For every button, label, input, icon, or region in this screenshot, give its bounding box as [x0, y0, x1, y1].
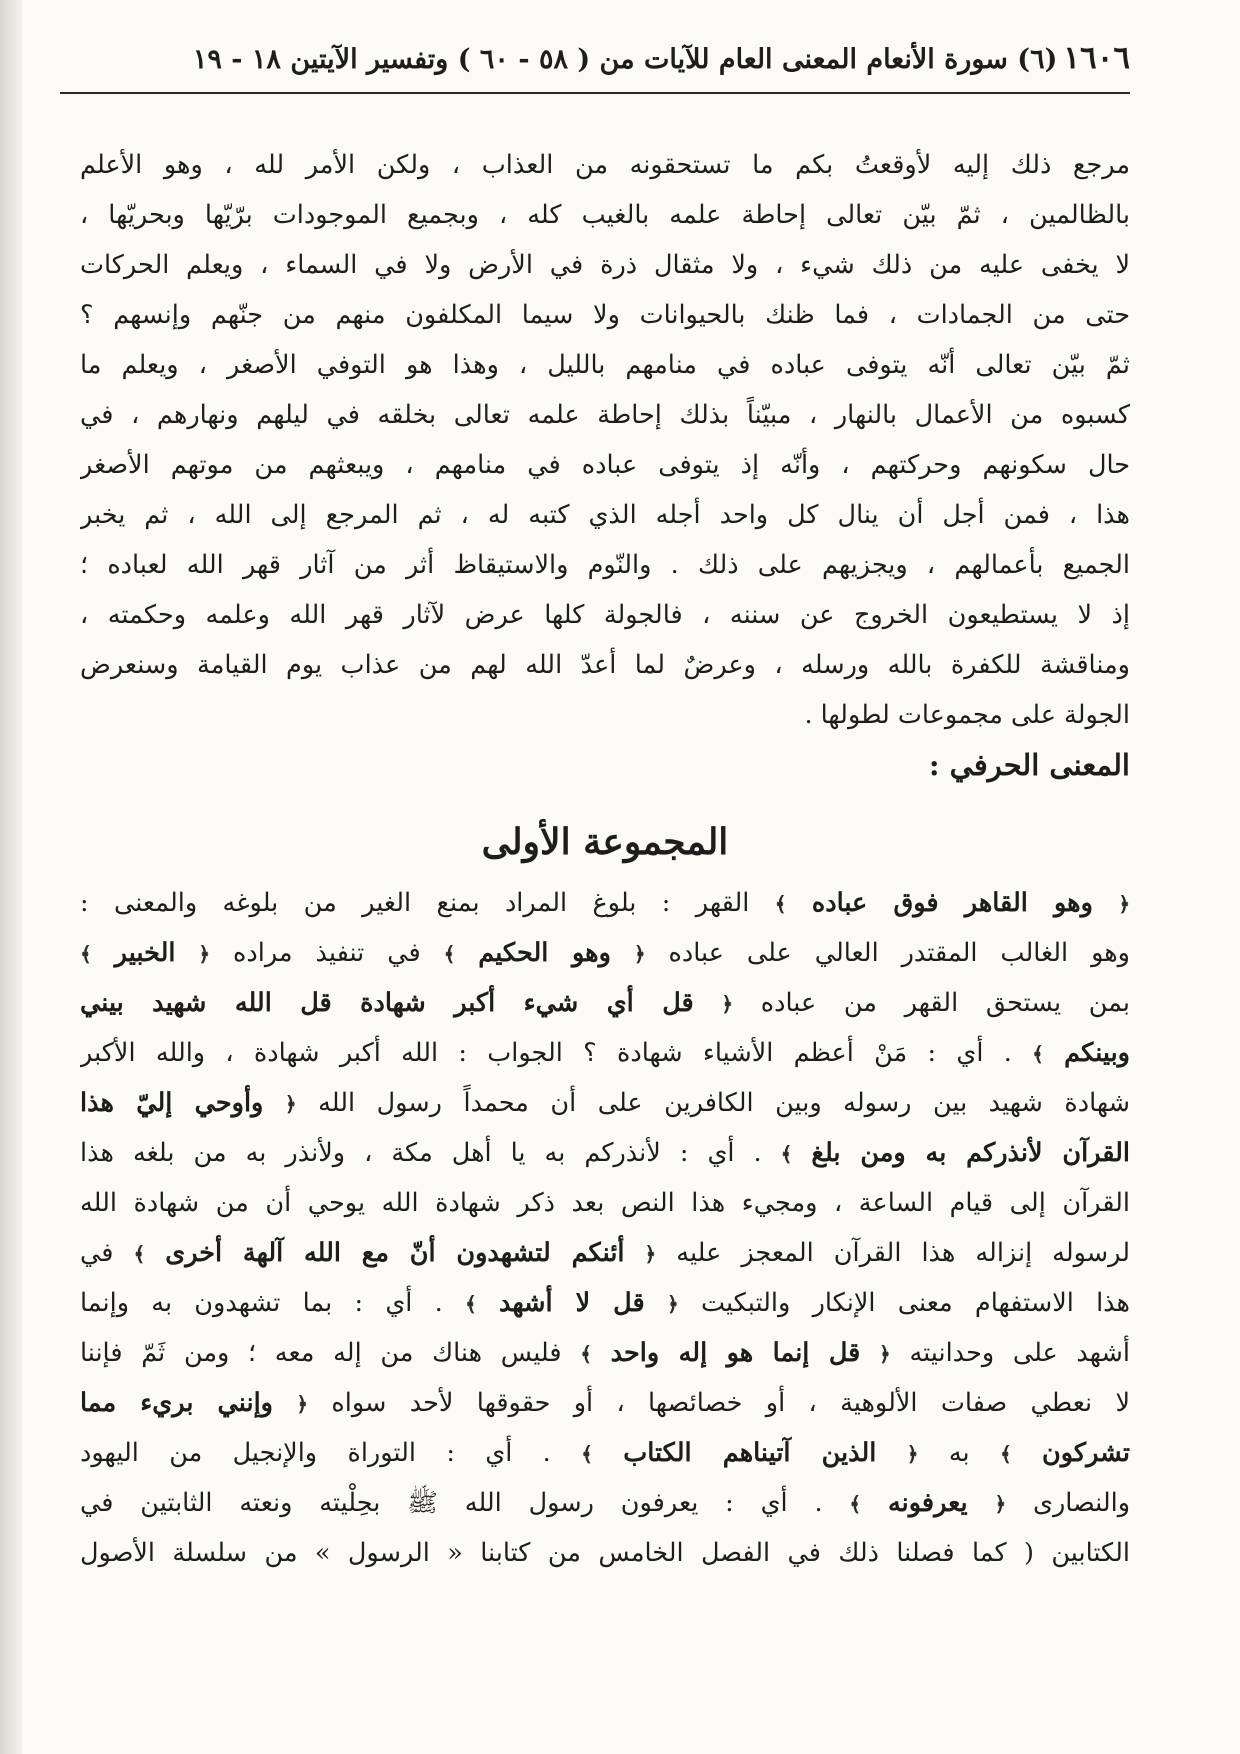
ornate-bracket-close: ﴾ [849, 1492, 862, 1516]
ornate-bracket-open: ﴿ [644, 1242, 657, 1266]
commentary-paragraph [80, 878, 1130, 1578]
ornate-bracket-open: ﴿ [633, 942, 646, 966]
text-line: القرآن إلى قيام الساعة ، ومجيء هذا النص بعد ذكر شهادة الله يوحي أن من شهادة الله [80, 1188, 1130, 1218]
text-line: الكتابين ( كما فصلنا ذلك في الفصل الخامس من كتابنا « الرسول » من سلسلة الأصول [80, 1538, 1130, 1568]
ornate-bracket-close: ﴾ [780, 1142, 793, 1166]
commentary-text: بمن يستحق القهر من عباده [760, 988, 1130, 1018]
quran-phrase: القرآن لأنذركم به ومن بلغ [811, 1138, 1130, 1168]
commentary-text: أشهد على وحدانيته [909, 1338, 1130, 1368]
group-title: المجموعة الأولى [481, 821, 729, 863]
commentary-text: . أي : يعرفون رسول الله ﷺ بحِلْيته ونعته الثابتين في [80, 1488, 823, 1518]
commentary-text: . أي : لأنذركم به يا أهل مكة ، ولأنذر به من بلغه هذا [80, 1138, 762, 1168]
text-line: هذا ، فمن أجل أن ينال كل واحد أجله الذي كتبه له ، ثم المرجع إلى الله ، ثم يخبر [80, 500, 1130, 530]
text-line: كسبوه من الأعمال بالنهار ، مبيّناً بذلك إحاطة علمه تعالى بخلقه في ليلهم ونهارهم ، في [80, 400, 1130, 430]
ornate-bracket-open: ﴿ [666, 1292, 679, 1316]
text-line [80, 1128, 1130, 1178]
ornate-bracket-open: ﴿ [284, 1092, 297, 1116]
quran-phrase: وأوحي إليّ هذا [80, 1088, 264, 1118]
page-binding-shadow [0, 0, 22, 1754]
text-line: ثمّ بيّن تعالى أنّه يتوفى عباده في منامهم بالليل ، وهذا هو التوفي الأصغر ، ويعلم ما [80, 350, 1130, 380]
quran-phrase: الذين آتيناهم الكتاب [623, 1438, 877, 1468]
commentary-text: والنصارى [1033, 1488, 1130, 1518]
text-line [80, 1478, 1130, 1528]
ornate-bracket-close: ﴾ [774, 892, 787, 916]
quran-phrase: يعرفونه [887, 1488, 968, 1518]
ornate-bracket-close: ﴾ [1032, 1042, 1044, 1066]
quran-phrase: وهو الحكيم [478, 938, 611, 968]
ornate-bracket-open: ﴿ [198, 942, 211, 966]
ornate-bracket-close: ﴾ [133, 1242, 146, 1266]
text-line [80, 1028, 1130, 1078]
header-rule [60, 92, 1130, 94]
ornate-bracket-open: ﴿ [721, 992, 734, 1016]
commentary-text: لرسوله إنزاله هذا القرآن المعجز عليه [676, 1238, 1130, 1268]
header-title: (٦) سورة الأنعام المعنى العام للآيات من ( ٥٨ - ٦٠ ) وتفسير الآيتين ١٨ - ١٩ [192, 44, 1058, 75]
quran-phrase: وبينكم [1064, 1038, 1130, 1068]
text-line [80, 878, 1130, 928]
text-line: ومناقشة للكفرة بالله ورسله ، وعرضٌ لما أعدّ الله لهم من عذاب يوم القيامة وسنعرض [80, 650, 1130, 680]
ornate-bracket-close: ﴾ [580, 1342, 592, 1366]
quran-phrase: قل إنما هو إله واحد [610, 1338, 861, 1368]
text-line: الجولة على مجموعات لطولها . [804, 700, 1130, 730]
ornate-bracket-close: ﴾ [581, 1442, 593, 1466]
subheading: المعنى الحرفي : [928, 748, 1130, 782]
quran-phrase: قل لا أشهد [498, 1288, 645, 1318]
ornate-bracket-close: ﴾ [999, 1442, 1012, 1466]
quran-phrase: وإنني بريء مما [80, 1388, 273, 1418]
ornate-bracket-open: ﴿ [906, 1442, 919, 1466]
intro-paragraph [80, 140, 1130, 740]
text-line: مرجع ذلك إليه لأوقعتُ بكم ما تستحقونه من العذاب ، ولكن الأمر لله ، وهو الأعلم [80, 150, 1130, 180]
text-line: حال سكونهم وحركتهم ، وأنّه إذ يتوفى عباده في منامهم ، ويبعثهم من موتهم الأصغر [80, 450, 1130, 480]
quran-phrase: قل أي شيء أكبر شهادة قل الله شهيد بيني [80, 988, 694, 1018]
text-line: بالظالمين ، ثمّ بيّن تعالى إحاطة علمه بالغيب كله ، وبجميع الموجودات برّيّها وبحريّها ، [80, 200, 1130, 230]
quran-phrase: أئنكم لتشهدون أنّ مع الله آلهة أخرى [165, 1238, 625, 1268]
commentary-text: شهادة شهيد بين رسوله وبين الكافرين على أن محمداً رسول الله [318, 1088, 1130, 1118]
commentary-text: في [80, 1238, 114, 1268]
commentary-text: . أي : التوراة والإنجيل من اليهود [80, 1438, 551, 1468]
text-line [80, 928, 1130, 978]
ornate-bracket-close: ﴾ [80, 942, 92, 966]
ornate-bracket-open: ﴿ [1118, 892, 1130, 916]
commentary-text: وهو الغالب المقتدر العالي على عباده [668, 938, 1130, 968]
commentary-text: القهر : بلوغ المراد بمنع الغير من بلوغه والمعنى : [80, 888, 750, 918]
commentary-text: . أي : مَنْ أعظم الأشياء شهادة ؟ الجواب : الله أكبر شهادة ، والله الأكبر [80, 1038, 1012, 1068]
quran-phrase: تشركون [1042, 1438, 1130, 1468]
ornate-bracket-open: ﴿ [296, 1392, 309, 1416]
text-line [80, 1378, 1130, 1428]
commentary-text: فليس هناك من إله معه ؛ ومن ثَمّ فإننا [80, 1338, 562, 1368]
text-line [80, 1228, 1130, 1278]
running-header [60, 40, 1130, 80]
commentary-text: به [948, 1438, 970, 1468]
quran-phrase: الخبير [114, 938, 176, 968]
text-line: إذ لا يستطيعون الخروج عن سننه ، فالجولة كلها عرض لآثار قهر الله وعلمه وحكمته ، [80, 600, 1130, 630]
commentary-text: . أي : بما تشهدون به وإنما [80, 1288, 443, 1318]
ornate-bracket-open: ﴿ [994, 1492, 1007, 1516]
ornate-bracket-close: ﴾ [443, 942, 456, 966]
page-body [80, 140, 1130, 1578]
text-line: الجميع بأعمالهم ، ويجزيهم على ذلك . والنّوم والاستيقاظ أثر من آثار قهر الله لعباده ؛ [80, 550, 1130, 580]
ornate-bracket-close: ﴾ [465, 1292, 477, 1316]
commentary-text: لا نعطي صفات الألوهية ، أو خصائصها ، أو حقوقها لأحد سواه [331, 1388, 1130, 1418]
commentary-text: هذا الاستفهام معنى الإنكار والتبكيت [700, 1288, 1130, 1318]
text-line [80, 1278, 1130, 1328]
page-number: ١٦٠٦ [1063, 40, 1130, 76]
text-line: حتى من الجمادات ، فما ظنك بالحيوانات ولا سيما المكلفون منهم من جنّهم وإنسهم ؟ [80, 300, 1130, 330]
text-line: لا يخفى عليه من ذلك شيء ، ولا مثقال ذرة في الأرض ولا في السماء ، ويعلم الحركات [80, 250, 1130, 280]
text-line [80, 978, 1130, 1028]
text-line [80, 1328, 1130, 1378]
quran-phrase: وهو القاهر فوق عباده [811, 888, 1093, 918]
ornate-bracket-open: ﴿ [879, 1342, 891, 1366]
text-line [80, 1078, 1130, 1128]
commentary-text: في تنفيذ مراده [233, 938, 421, 968]
text-line [80, 1428, 1130, 1478]
